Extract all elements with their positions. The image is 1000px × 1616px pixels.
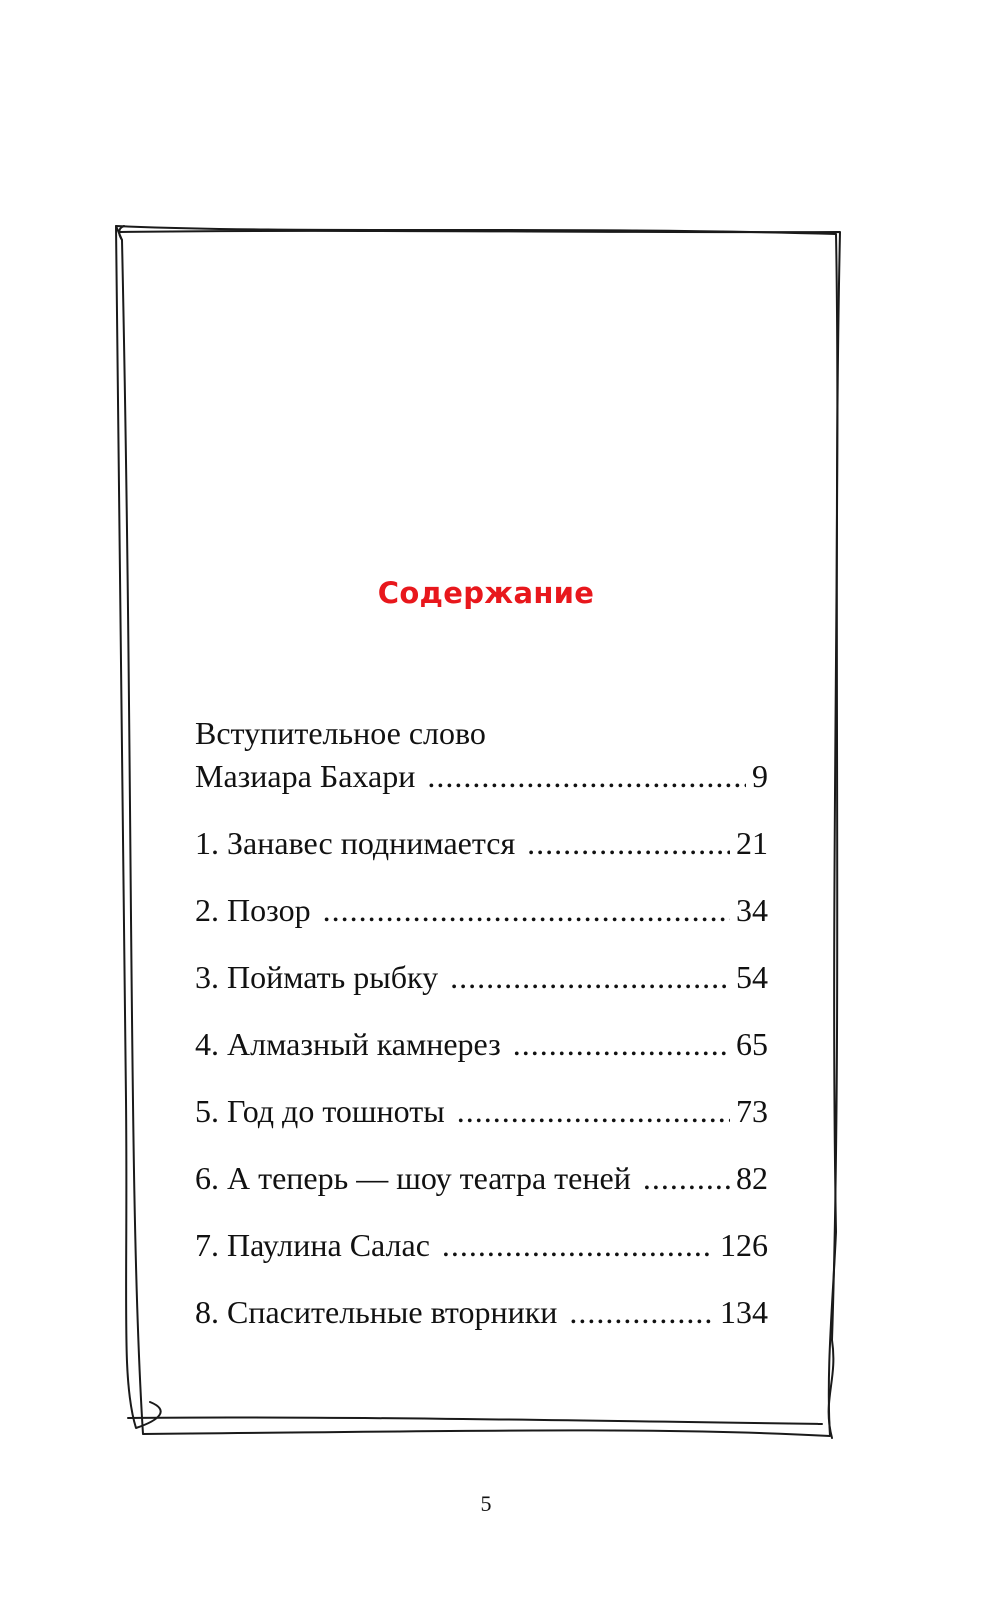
dot-leader bbox=[527, 822, 730, 865]
toc-entry-chapter-7[interactable] bbox=[195, 1224, 768, 1267]
table-of-contents bbox=[195, 712, 768, 1334]
toc-entry-label: 8. Спасительные вторники bbox=[195, 1294, 558, 1330]
toc-entry-label: 6. А теперь — шоу театра теней bbox=[195, 1160, 631, 1196]
toc-entry-chapter-1[interactable] bbox=[195, 822, 768, 865]
toc-entry-page: 9 bbox=[752, 758, 768, 794]
toc-entry-label: 7. Паулина Салас bbox=[195, 1227, 430, 1263]
dot-leader bbox=[323, 889, 730, 932]
toc-entry-label: Мазиара Бахари bbox=[195, 758, 416, 794]
dot-leader bbox=[569, 1291, 714, 1334]
dot-leader bbox=[442, 1224, 714, 1267]
toc-entry-page: 73 bbox=[736, 1093, 768, 1129]
toc-entry-page: 54 bbox=[736, 959, 768, 995]
toc-entry-label: 3. Поймать рыбку bbox=[195, 959, 439, 995]
toc-entry-introduction[interactable] bbox=[195, 712, 768, 798]
dot-leader bbox=[427, 755, 746, 798]
toc-entry-page: 21 bbox=[736, 825, 768, 861]
toc-entry-label: 5. Год до тошноты bbox=[195, 1093, 445, 1129]
toc-entry-page: 126 bbox=[720, 1227, 768, 1263]
toc-entry-page: 34 bbox=[736, 892, 768, 928]
toc-entry-page: 134 bbox=[720, 1294, 768, 1330]
dot-leader bbox=[457, 1090, 730, 1133]
toc-entry-chapter-5[interactable] bbox=[195, 1090, 768, 1133]
toc-entry-page: 65 bbox=[736, 1026, 768, 1062]
toc-entry-chapter-3[interactable] bbox=[195, 956, 768, 999]
toc-entry-label: 2. Позор bbox=[195, 892, 311, 928]
toc-entry-chapter-8[interactable] bbox=[195, 1291, 768, 1334]
toc-entry-chapter-4[interactable] bbox=[195, 1023, 768, 1066]
toc-entry-chapter-2[interactable] bbox=[195, 889, 768, 932]
dot-leader bbox=[643, 1157, 730, 1200]
toc-entry-chapter-6[interactable] bbox=[195, 1157, 768, 1200]
toc-entry-label: 4. Алмазный камнерез bbox=[195, 1026, 501, 1062]
page-title: Содержание bbox=[377, 576, 595, 610]
dot-leader bbox=[450, 956, 730, 999]
toc-entry-label-line1: Вступительное слово bbox=[195, 715, 486, 751]
dot-leader bbox=[513, 1023, 730, 1066]
page-number: 5 bbox=[480, 1491, 492, 1516]
toc-entry-label: 1. Занавес поднимается bbox=[195, 825, 516, 861]
toc-entry-page: 82 bbox=[736, 1160, 768, 1196]
